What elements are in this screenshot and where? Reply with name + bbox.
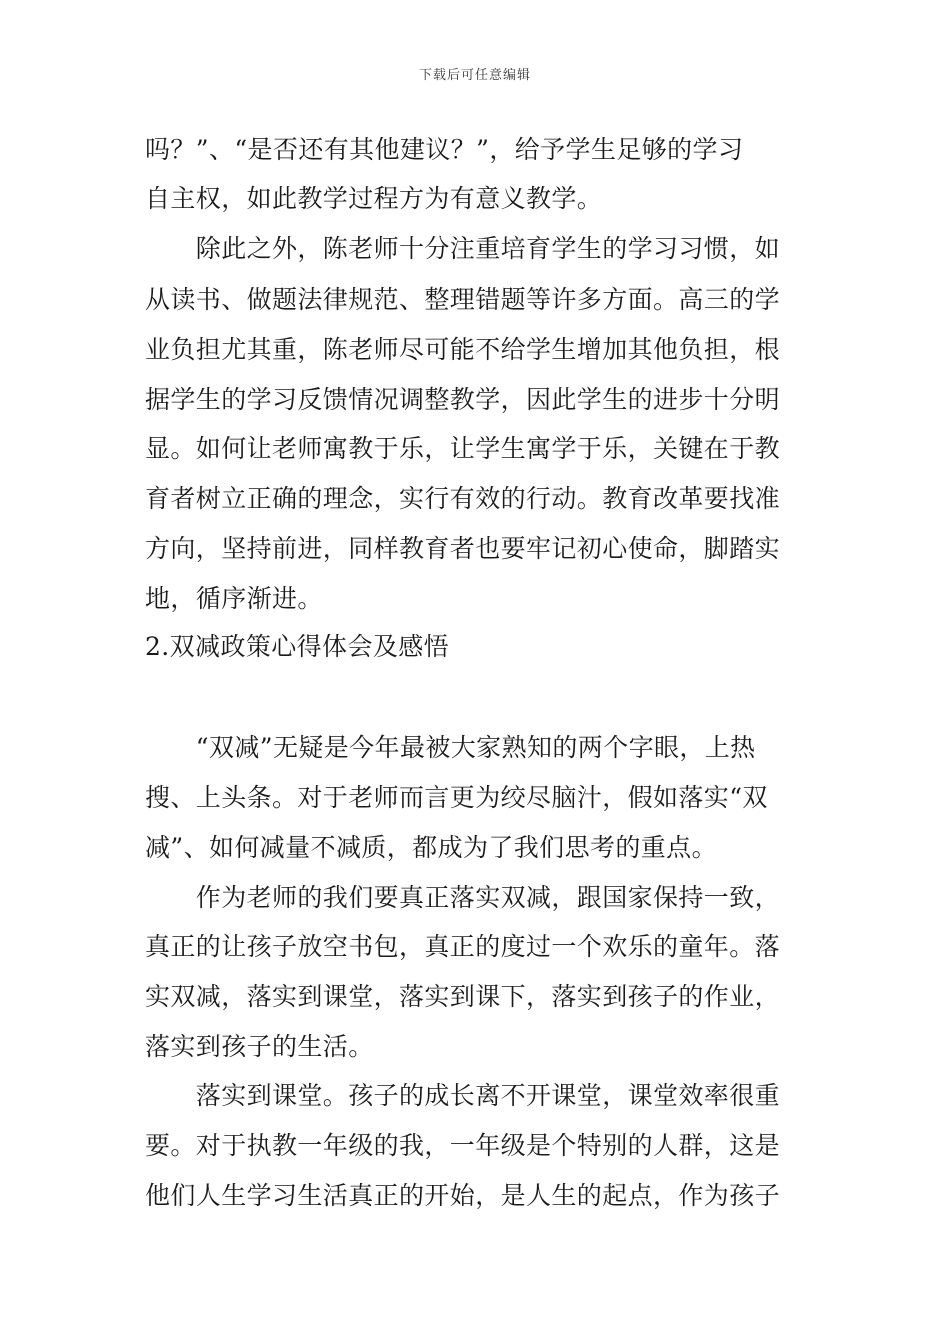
text-line: 他们人生学习生活真正的开始，是人生的起点，作为孩子 [145,1181,781,1210]
text-line: 搜、上头条。对于老师而言更为绞尽脑汁，假如落实“双 [145,783,768,812]
section-heading: 2.双减政策心得体会及感悟 [145,632,450,661]
text-line: 实双减，落实到课堂，落实到课下，落实到孩子的作业， [145,982,781,1011]
text-line: 业负担尤其重，陈老师尽可能不给学生增加其他负担，根 [145,335,781,364]
text-line: 据学生的学习反馈情况调整教学，因此学生的进步十分明 [145,385,781,414]
text-line: 减”、如何减量不减质，都成为了我们思考的重点。 [145,833,717,862]
text-line: 除此之外，陈老师十分注重培育学生的学习习惯，如 [145,234,781,263]
text-line: 自主权，如此教学过程方为有意义教学。 [145,184,603,213]
text-line: 从读书、做题法律规范、整理错题等许多方面。高三的学 [145,285,781,314]
text-line: 显。如何让老师寓教于乐，让学生寓学于乐，关键在于教 [145,434,781,463]
text-line: 育者树立正确的理念，实行有效的行动。教育改革要找准 [145,484,781,513]
text-line: 落实到孩子的生活。 [145,1032,374,1061]
text-line: “双减”无疑是今年最被大家熟知的两个字眼，上热 [145,733,756,762]
text-line: 要。对于执教一年级的我，一年级是个特别的人群，这是 [145,1131,781,1160]
text-line: 方向，坚持前进，同样教育者也要牢记初心使命，脚踏实 [145,534,781,563]
text-line: 落实到课堂。孩子的成长离不开课堂，课堂效率很重 [145,1081,781,1110]
text-line: 作为老师的我们要真正落实双减，跟国家保持一致， [145,883,781,912]
text-line: 真正的让孩子放空书包，真正的度过一个欢乐的童年。落 [145,932,781,961]
page-header: 下载后可任意编辑 [418,68,531,83]
text-line: 吗？”、“是否还有其他建议？”，给予学生足够的学习 [145,135,744,164]
text-line: 地，循序渐进。 [145,584,323,613]
